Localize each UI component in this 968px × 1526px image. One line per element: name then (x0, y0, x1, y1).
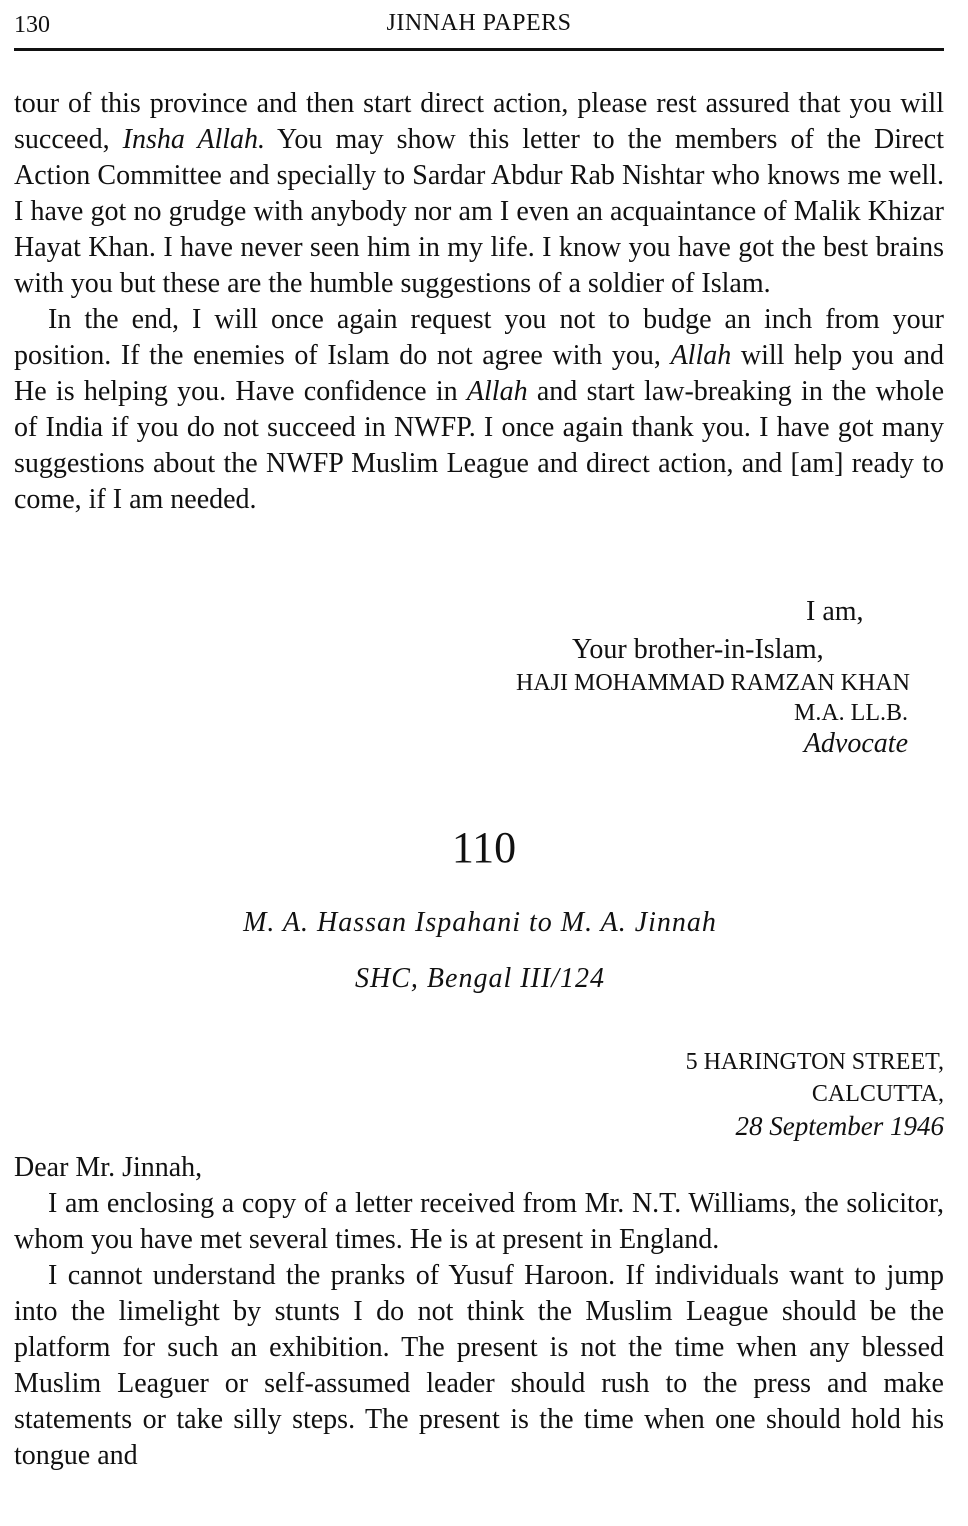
letter-paragraph: tour of this province and then start direct action, please rest assured that you will succeed, Insha Allah. You may show this letter to the members of the Direct Action Committee and specially to Sardar Abdur Rab Nishtar who knows me well. I have got no grudge with anybody nor am I even an acquaintance of Malik Khizar Hayat Khan. I have never seen him in my life. I know you have got the best brains with you but these are the humble suggestions of a soldier of Islam. (14, 88, 944, 299)
letter-paragraph: I am enclosing a copy of a letter received from Mr. N.T. Williams, the solicitor, whom you have met several times. He is at present in England. (14, 1188, 944, 1255)
running-head: JINNAH PAPERS (386, 10, 572, 36)
letter-body (14, 1150, 944, 1474)
signatory-title: Advocate (803, 728, 908, 759)
letter-continuation (14, 86, 944, 518)
signatory-degree: M.A. LL.B. (794, 700, 908, 726)
closing-brother: Your brother-in-Islam, (572, 634, 824, 665)
letter-paragraph: I cannot understand the pranks of Yusuf Haroon. If individuals want to jump into the limelight by stunts I do not think the Muslim League should be the platform for such an exhibition. The present is not the time when any blessed Muslim Leaguer or self-assumed leader should rush to the press and make statements or take silly steps. The present is the time when one should hold his tongue and (14, 1260, 944, 1471)
page-header (14, 10, 944, 50)
salutation: Dear Mr. Jinnah, (14, 1152, 203, 1183)
address-street: 5 HARINGTON STREET, (685, 1049, 944, 1075)
header-rule (14, 48, 944, 51)
document-number: 110 (451, 823, 517, 872)
page-number: 130 (14, 12, 50, 38)
signatory-name: HAJI MOHAMMAD RAMZAN KHAN (515, 670, 910, 696)
letter-paragraph: In the end, I will once again request you not to budge an inch from your position. If the enemies of Islam do not agree with you, Allah will help you and He is helping you. Have confidence in Allah and start law-breaking in the whole of India if you do not succeed in NWFP. I once again thank you. I have got many suggestions about the NWFP Muslim League and direct action, and [am] ready to come, if I am needed. (14, 304, 945, 515)
address-city: CALCUTTA, (811, 1081, 944, 1107)
sender-address (686, 1046, 944, 1142)
closing-line: I am, (806, 596, 864, 627)
document-title: M. A. Hassan Ispahani to M. A. Jinnah (243, 907, 717, 938)
letter-date: 28 September 1946 (735, 1111, 944, 1141)
document-source: SHC, Bengal III/124 (355, 963, 605, 994)
